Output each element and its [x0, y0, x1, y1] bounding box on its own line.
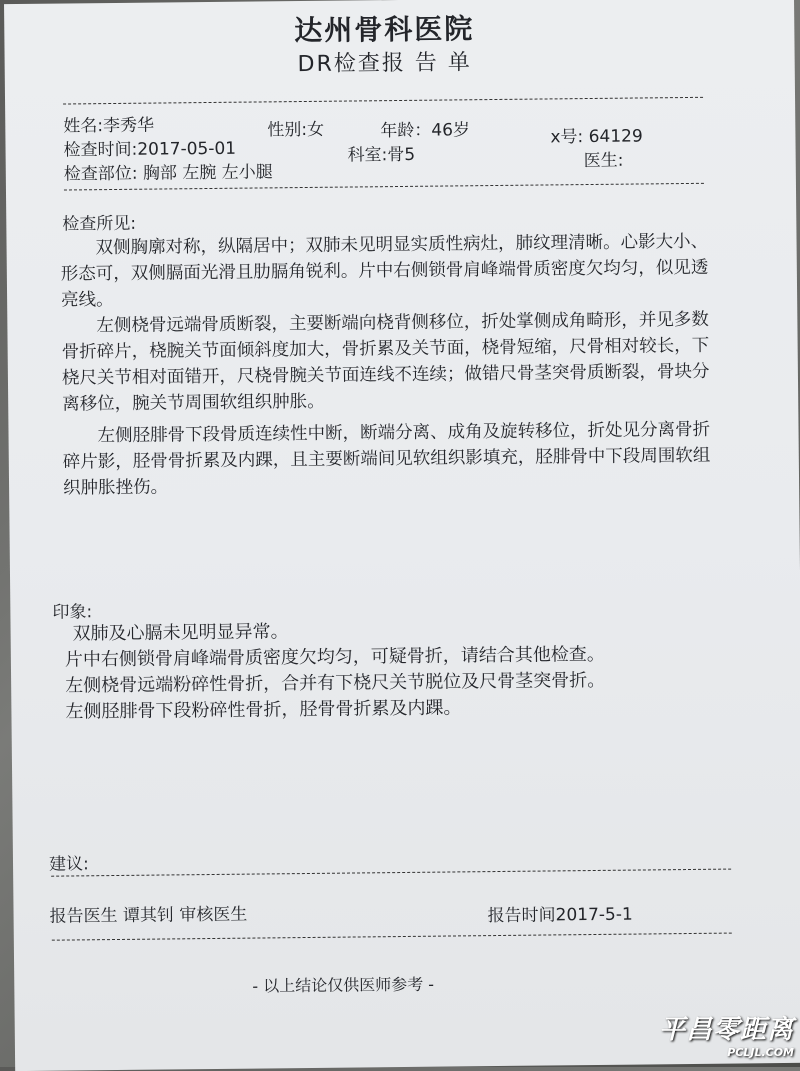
dashed-divider [51, 869, 731, 877]
hospital-name: 达州骨科医院 [294, 12, 475, 48]
patient-name: 姓名:李秀华 [63, 115, 155, 137]
impression-label: 印象: [52, 602, 93, 623]
patient-gender: 性别:女 [267, 119, 325, 141]
exam-time: 检查时间:2017-05-01 [63, 138, 237, 161]
patient-age: 年龄：46岁 [380, 120, 471, 142]
impression-line: 左侧桡骨远端粉碎性骨折，合并有下桡尺关节脱位及尺骨茎突骨折。 [65, 669, 606, 697]
x-ray-number: x号: 64129 [550, 126, 643, 148]
disclaimer: - 以上结论仅供医师参考 - [252, 974, 435, 996]
findings-label: 检查所见: [62, 213, 137, 235]
impression-line: 双肺及心膈未见明显异常。 [72, 621, 289, 645]
reporting-doctor: 报告医生 谭其钊 审核医生 [49, 904, 248, 927]
doctor: 医生: [583, 150, 624, 172]
impression-line: 左侧胫腓骨下段粉碎性骨折，胫骨骨折累及内踝。 [65, 697, 462, 723]
dashed-divider [63, 97, 703, 105]
findings-body [60, 229, 723, 502]
dashed-divider [64, 183, 704, 191]
suggestion-label: 建议: [48, 854, 89, 875]
report-paper [4, 0, 800, 1071]
impression-body [64, 616, 605, 726]
report-title: DR检查报 告 单 [297, 50, 472, 78]
findings-paragraph: 双侧胸廓对称，纵隔居中；双肺未见明显实质性病灶，肺纹理清晰。心影大小、形态可，双侧膈面光滑且肋膈角锐利。片中右侧锁骨肩峰端骨质密度欠均匀，似见透亮线。 [60, 231, 709, 311]
dashed-divider [52, 933, 732, 941]
exam-site: 检查部位: 胸部 左腕 左小腿 [63, 162, 273, 185]
watermark-url: PCLJL.COM [727, 1046, 794, 1059]
findings-paragraph: 左侧胫腓骨下段骨质连续性中断，断端分离、成角及旋转移位，折处见分离骨折碎片影，胫骨骨折累及内踝，且主要断端间见软组织影填充，胫腓骨中下段周围软组织肿胀挫伤。 [62, 419, 711, 499]
impression-line: 片中右侧锁骨肩峰端骨质密度欠均匀，可疑骨折，请结合其他检查。 [64, 643, 605, 671]
department: 科室:骨5 [347, 144, 416, 166]
report-time: 报告时间2017-5-1 [487, 904, 633, 927]
findings-paragraph: 左侧桡骨远端骨质断裂，主要断端向桡背侧移位，折处掌侧成角畸形，并见多数骨折碎片，桡腕关节面倾斜度加大，骨折累及关节面，桡骨短缩，尺骨相对较长，下桡尺关节相对面错开，尺桡骨腕关节面连线不连续；做错尺骨茎突骨质断裂，骨块分离移位，腕关节周围软组织肿胀。 [61, 309, 710, 415]
site-watermark [659, 1009, 794, 1059]
watermark-logo: 平昌零距离 [658, 1015, 794, 1045]
